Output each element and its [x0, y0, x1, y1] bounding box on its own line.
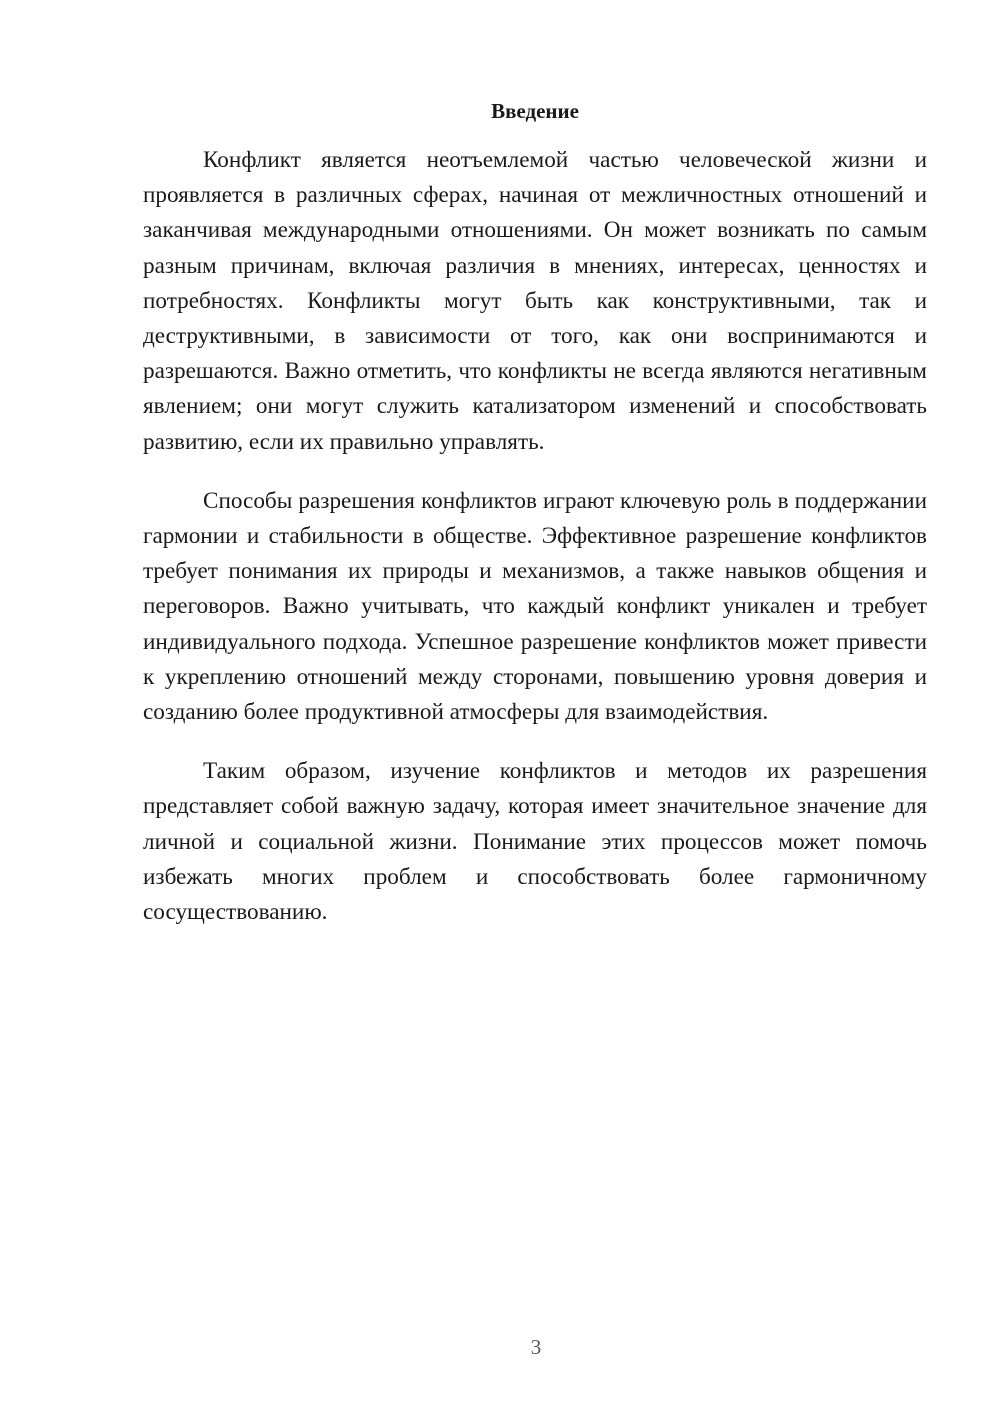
paragraph-2: Способы разрешения конфликтов играют ключевую роль в поддержании гармонии и стабильности в обществе. Эффективное разрешение конфликтов требует понимания их природы и механизмов, а также навыков общения и переговоров. Важно учитывать, что каждый конфликт уникален и требует индивидуального подхода. Успешное разрешение конфликтов может привести к укреплению отношений между сторонами, повышению уровня доверия и созданию более продуктивной атмосферы для взаимодействия.: [143, 487, 927, 726]
paragraph-1: Конфликт является неотъемлемой частью человеческой жизни и проявляется в различных сферах, начиная от межличностных отношений и заканчивая международными отношениями. Он может возникать по самым разным причинам, включая различия в мнениях, интересах, ценностях и потребностях. Конфликты могут быть как конструктивными, так и деструктивными, в зависимости от того, как они воспринимаются и разрешаются. Важно отметить, что конфликты не всегда являются негативным явлением; они могут служить катализатором изменений и способствовать развитию, если их правильно управлять.: [143, 147, 927, 455]
document-body: [143, 143, 927, 954]
page-number: 3: [530, 1335, 542, 1359]
page-title: Введение: [491, 99, 579, 123]
paragraph-3: Таким образом, изучение конфликтов и методов их разрешения представляет собой важную задачу, которая имеет значительное значение для личной и социальной жизни. Понимание этих процессов может помочь избежать многих проблем и способствовать более гармоничному сосуществованию.: [143, 758, 927, 926]
